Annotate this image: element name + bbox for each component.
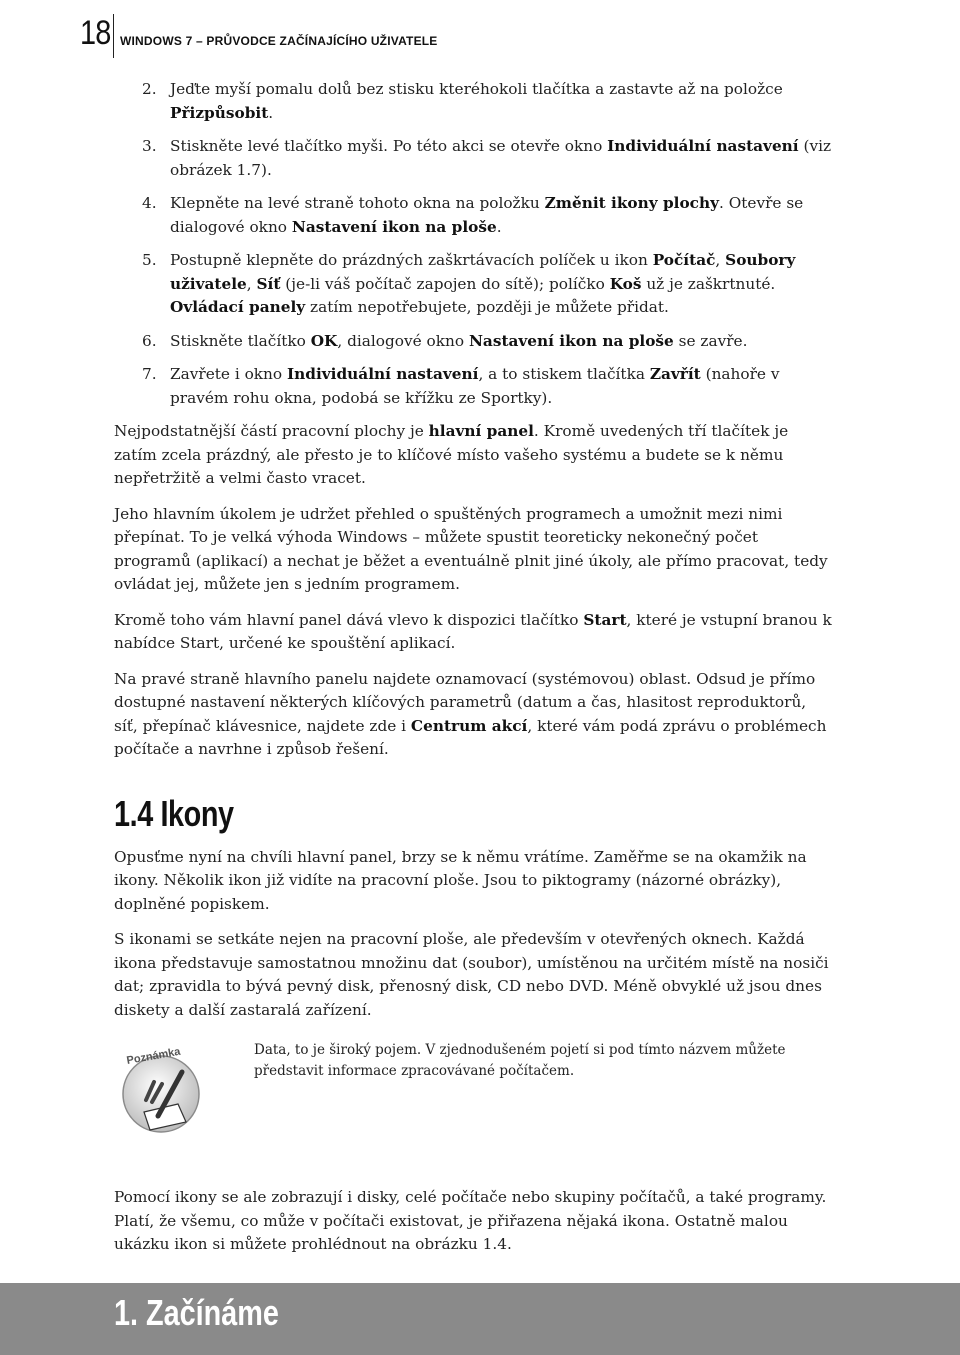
note-text: Data, to je široký pojem. V zjednodušeném pojetí si pod tímto názvem můžete představit informace zpracovávané počítačem. [254,1042,786,1079]
step-item [114,330,832,354]
step-number: 7. [142,365,157,383]
body-paragraph [114,928,832,1022]
body-paragraph [114,668,832,762]
step-item [114,363,832,410]
text-run: Jeďte myší pomalu dolů bez stisku kteréhokoli tlačítka a zastavte až na položce [170,80,783,98]
note-pencil-icon [116,1042,206,1136]
body-paragraph [114,1186,832,1257]
text-run: S ikonami se setkáte nejen na pracovní ploše, ale především v otevřených oknech. Každá ikona představuje samostatnou množinu dat (soubor), umístěnou na určitém místě na nosiči dat; zpravidla to bývá pevný disk, přenosný disk, CD nebo DVD. Méně obvyklé už jsou dnes diskety a další zastaralá zařízení. [114,930,829,1019]
emphasis-term: Ovládací panely [170,298,306,316]
step-number: 4. [142,194,157,212]
text-run: , a to stiskem tlačítka [478,365,650,383]
text-run: (nahoře v pravém rohu okna, podobá se křížku ze Sportky). [170,365,780,407]
body-paragraph [114,846,832,917]
emphasis-term: Nastavení ikon na ploše [468,331,674,350]
header-divider [113,14,114,58]
text-run: (je-li váš počítač zapojen do sítě); políčko [280,274,610,293]
section-heading: 1.4 Ikony [114,792,234,834]
body-paragraph [114,420,832,491]
step-item [114,135,832,182]
text-run: . [496,217,502,236]
page-number: 18 [80,14,111,52]
emphasis-term: Koš [609,274,642,293]
paragraph-group-panel [114,420,832,762]
paragraph-group-icons [114,846,832,1023]
text-run: Stiskněte levé tlačítko myši. Po této akci se otevře okno [170,137,608,155]
text-run: , [246,274,257,293]
text-run: už je zaškrtnuté. [641,274,776,293]
text-run: se zavře. [673,331,748,350]
step-item [114,249,832,320]
text-run: . Otevře se dialogové okno [170,194,804,236]
emphasis-term: Soubory uživatele [170,251,796,293]
text-run: Na pravé straně hlavního panelu najdete oznamovací (systémovou) oblast. Odsud je přímo dostupné nastavení některých klíčových parametrů (datum a čas, hlasitost reproduktorů, síť, přepínač klávesnice, najdete zde i [114,669,816,735]
text-run: . [268,103,274,122]
emphasis-term: Přizpůsobit [170,103,269,122]
text-run: Stiskněte tlačítko [170,331,311,350]
text-run: (viz obrázek 1.7). [170,137,832,179]
paragraph-group-closing [114,1186,832,1257]
emphasis-term: Centrum akcí [410,716,528,735]
text-run: Opusťme nyní na chvíli hlavní panel, brzy se k němu vrátíme. Zaměřme se na okamžik na ikony. Několik ikon již vidíte na pracovní ploše. Jsou to piktogramy (názorné obrázky), doplněné popiskem. [114,847,807,913]
step-number: 3. [142,137,157,155]
step-item [114,78,832,125]
chapter-title: 1. Začínáme [114,1292,279,1333]
note-box [114,1040,832,1172]
text-run: , které vám podá zprávu o problémech počítače a navrhne i způsob řešení. [114,716,827,758]
emphasis-term: Zavřít [649,365,701,383]
emphasis-term: Změnit ikony plochy [544,194,719,212]
emphasis-term: Počítač [652,251,716,269]
text-run: , dialogové okno [337,331,469,350]
emphasis-term: OK [310,331,338,350]
emphasis-term: Síť [256,274,281,293]
text-run: Jeho hlavním úkolem je udržet přehled o spuštěných programech a umožnit mezi nimi přepínat. To je velká výhoda Windows – můžete spustit teoreticky nekonečný počet programů (aplikací) a nechat je běžet a eventuálně plnit jiné úkoly, ale přímo pracovat, tedy ovládat jej, můžete jen s jedním programem. [114,504,828,593]
step-number: 5. [142,251,157,269]
emphasis-term: hlavní panel [428,422,534,440]
step-item [114,192,832,239]
text-run: Kromě toho vám hlavní panel dává vlevo k dispozici tlačítko [114,610,584,629]
text-run: Klepněte na levé straně tohoto okna na položku [170,194,545,212]
text-run: Pomocí ikony se ale zobrazují i disky, celé počítače nebo skupiny počítačů, a také programy. Platí, že všemu, co může v počítači existovat, je přiřazena nějaká ikona. Ostatně malou ukázku ikon si můžete prohlédnout na obrázku 1.4. [114,1188,827,1253]
step-number: 2. [142,80,157,98]
text-run: , [715,251,726,269]
body-paragraph [114,609,832,656]
running-head: WINDOWS 7 – PRŮVODCE ZAČÍNAJÍCÍHO UŽIVATELE [120,34,438,48]
text-run: . Kromě uvedených tří tlačítek je zatím zcela prázdný, ale přesto je to klíčové místo vašeho systému a budete se k němu nepřetržitě a velmi často vracet. [114,422,789,487]
note-icon-label: Poznámka [125,1045,182,1067]
emphasis-term: Individuální nastavení [607,137,799,155]
step-number: 6. [142,331,157,350]
text-run: Postupně klepněte do prázdných zaškrtávacích políček u ikon [170,251,653,269]
emphasis-term: Start [583,610,627,629]
text-run: zatím nepotřebujete, později je můžete přidat. [305,298,669,316]
text-run: , které je vstupní branou k nabídce Start, určené ke spouštění aplikací. [114,610,832,652]
page-header [80,12,780,60]
step-list [114,78,832,410]
body-paragraph [114,503,832,597]
emphasis-term: Individuální nastavení [286,365,479,383]
text-run: Zavřete i okno [170,365,287,383]
page-content [114,78,832,1269]
text-run: Nejpodstatnější částí pracovní plochy je [114,422,429,440]
emphasis-term: Nastavení ikon na ploše [291,217,497,236]
